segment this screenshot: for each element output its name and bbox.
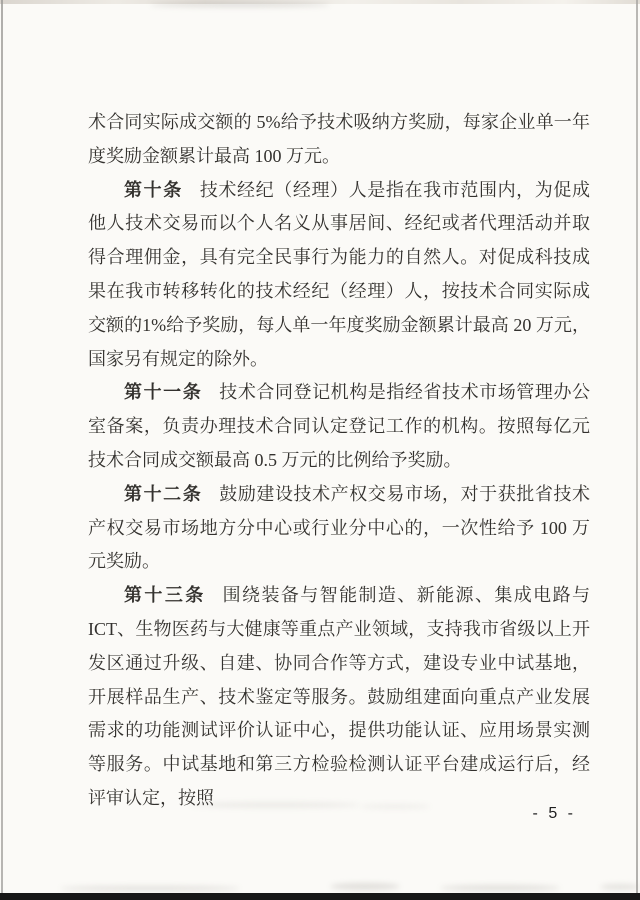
paragraph — [88, 579, 590, 816]
paragraph — [88, 478, 590, 579]
scan-artifact-bottom-edge — [0, 893, 640, 900]
paragraph-text: 技术经纪（经理）人是指在我市范围内，为促成他人技术交易而以个人名义从事居间、经纪或者代理活动并取得合理佣金，具有完全民事行为能力的自然人。对促成科技成果在我市转移转化的技术经纪（经理）人，按技术合同实际成交额的1%给予奖励，每人单一年度奖励金额累计最高 20 万元，国家另有规定的除外。 — [88, 179, 590, 369]
paragraph-text: 术合同实际成交额的 5%给予技术吸纳方奖励，每家企业单一年度奖励金额累计最高 100 万元。 — [88, 112, 590, 166]
article-heading: 第十条 — [124, 179, 183, 200]
page-number: - 5 - — [532, 805, 576, 822]
paragraph-text: 鼓励建设技术产权交易市场，对于获批省技术产权交易市场地方分中心或行业分中心的，一次性给予 100 万元奖励。 — [88, 483, 591, 572]
paragraph — [88, 376, 590, 477]
article-heading: 第十二条 — [124, 483, 203, 504]
paragraph-text: 围绕装备与智能制造、新能源、集成电路与 ICT、生物医药与大健康等重点产业领域，支持我市省级以上开发区通过升级、自建、协同合作等方式，建设专业中试基地，开展样品生产、技术鉴定等服务。鼓励组建面向重点产业发展需求的功能测试评价认证中心，提供功能认证、应用场景实测等服务。中试基地和第三方检验检测认证平台建成运行后，经评审认定，按照 — [88, 585, 591, 808]
scan-artifact-smudge — [190, 802, 360, 808]
paragraph — [88, 106, 590, 174]
article-heading: 第十三条 — [124, 585, 206, 606]
article-heading: 第十一条 — [124, 382, 203, 403]
scan-artifact-smudge — [60, 886, 240, 891]
paragraph-text: 技术合同登记机构是指经省技术市场管理办公室备案，负责办理技术合同认定登记工作的机构。按照每亿元技术合同成交额最高 0.5 万元的比例给予奖励。 — [88, 382, 591, 470]
scan-artifact-smudge — [330, 883, 400, 890]
scan-artifact-smudge — [150, 2, 330, 7]
paragraph — [88, 174, 590, 377]
scan-artifact-smudge — [600, 884, 640, 890]
scan-artifact-smudge — [360, 804, 430, 809]
scan-artifact-right-edge — [636, 0, 638, 900]
document-body — [88, 106, 590, 816]
scan-artifact-left-edge — [1, 0, 3, 900]
scan-artifact-smudge — [440, 885, 560, 891]
